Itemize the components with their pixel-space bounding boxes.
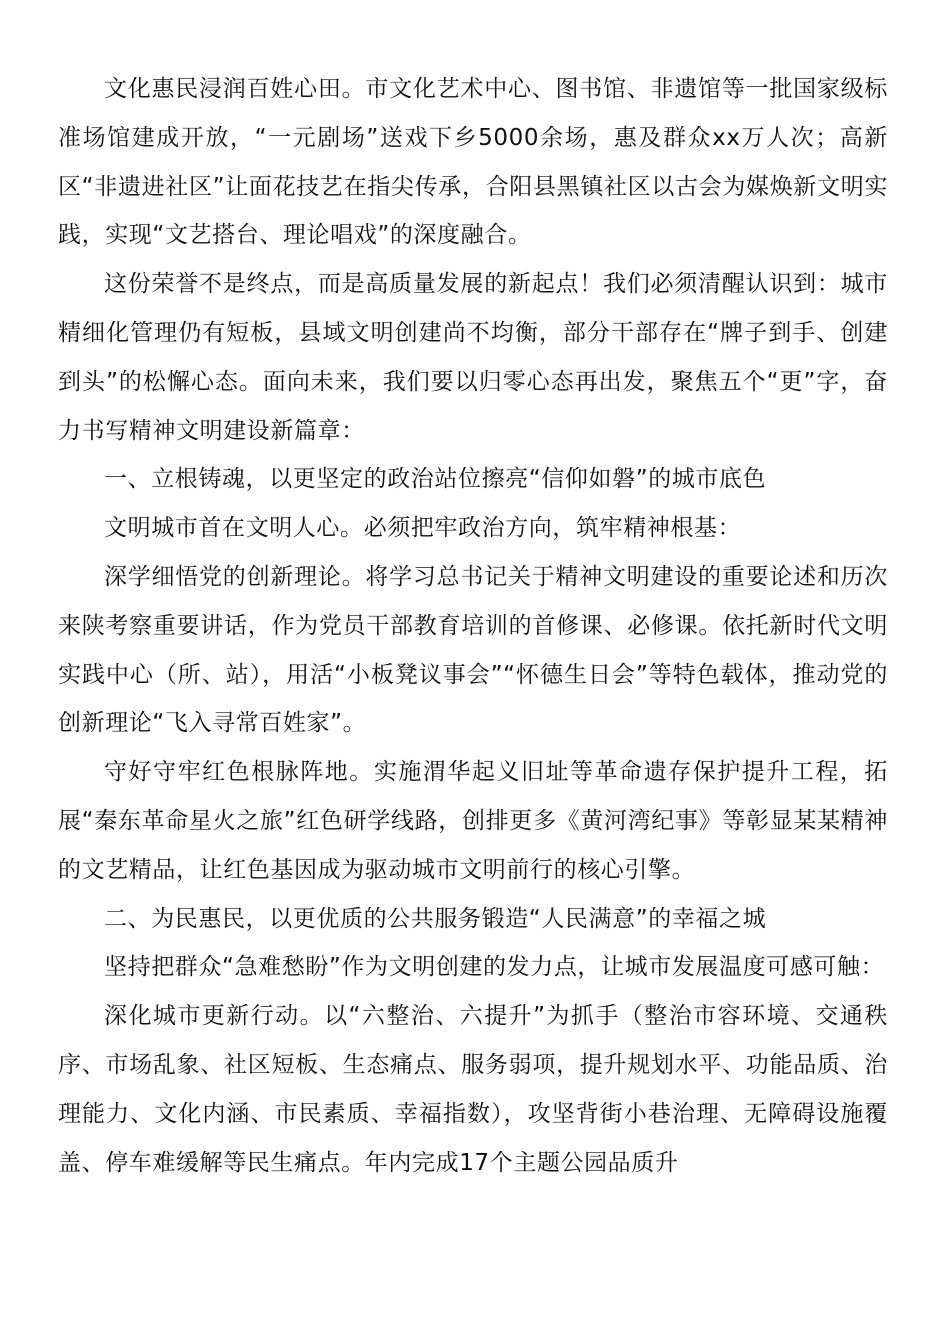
paragraph-red-heritage: 守好守牢红色根脉阵地。实施渭华起义旧址等革命遗存保护提升工程，拓展“秦东革命星火之旅”红色研学线路，创排更多《黄河湾纪事》等彰显某某精神的文艺精品，让红色基因成为驱动城市文明前行的核心引擎。 xyxy=(58,759,888,883)
section-heading-one: 一、立根铸魂，以更坚定的政治站位擦亮“信仰如磐”的城市底色 xyxy=(104,466,767,493)
paragraph-cultural-benefits: 文化惠民浸润百姓心田。市文化艺术中心、图书馆、非遗馆等一批国家级标准场馆建成开放，“一元剧场”送戏下乡5000余场，惠及群众xx万人次；高新区“非遗进社区”让面花技艺在指尖传承，合阳县黑镇社区以古会为媒焕新文明实践，实现“文艺搭台、理论唱戏”的深度融合。 xyxy=(58,76,888,249)
paragraph-public-needs: 坚持把群众“急难愁盼”作为文明创建的发力点，让城市发展温度可感可触： xyxy=(104,954,885,981)
paragraph-civilized-hearts: 文明城市首在文明人心。必须把牢政治方向，筑牢精神根基： xyxy=(104,515,742,542)
paragraph-new-starting-point: 这份荣誉不是终点，而是高质量发展的新起点！我们必须清醒认识到：城市精细化管理仍有短板，县域文明创建尚不均衡，部分干部存在“牌子到手、创建到头”的松懈心态。面向未来，我们要以归零心态再出发，聚焦五个“更”字，奋力书写精神文明建设新篇章： xyxy=(58,271,888,444)
section-heading-two: 二、为民惠民，以更优质的公共服务锻造“人民满意”的幸福之城 xyxy=(104,905,767,932)
paragraph-urban-renewal: 深化城市更新行动。以“六整治、六提升”为抓手（整治市容环境、交通秩序、市场乱象、社区短板、生态痛点、服务弱项，提升规划水平、功能品质、治理能力、文化内涵、市民素质、幸福指数），攻坚背街小巷治理、无障碍设施覆盖、停车难缓解等民生痛点。年内完成17个主题公园品质升 xyxy=(58,1003,888,1176)
document-body xyxy=(58,65,888,1187)
paragraph-innovation-theory: 深学细悟党的创新理论。将学习总书记关于精神文明建设的重要论述和历次来陕考察重要讲话，作为党员干部教育培训的首修课、必修课。依托新时代文明实践中心（所、站），用活“小板凳议事会”“怀德生日会”等特色载体，推动党的创新理论“飞入寻常百姓家”。 xyxy=(58,563,888,737)
